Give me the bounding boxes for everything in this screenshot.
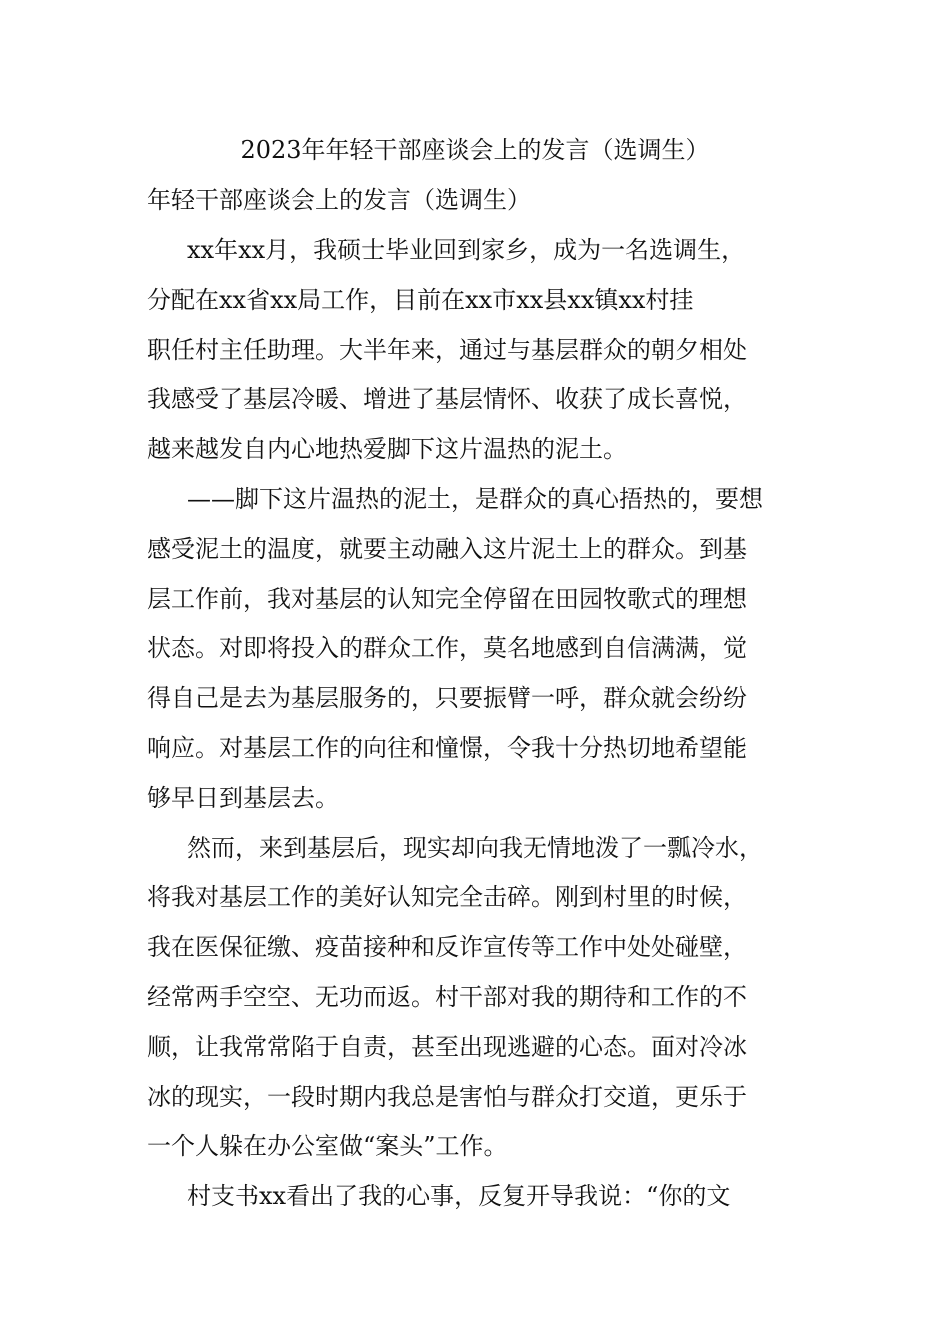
text-line: 村支书xx看出了我的心事，反复开导我说：“你的文: [187, 1182, 731, 1211]
text-line: 我感受了基层冷暖、增进了基层情怀、收获了成长喜悦，: [147, 385, 747, 414]
document-subtitle: 年轻干部座谈会上的发言（选调生）: [147, 186, 531, 214]
text-line: 层工作前，我对基层的认知完全停留在田园牧歌式的理想: [147, 584, 747, 613]
document-title: 2023年年轻干部座谈会上的发言（选调生）: [240, 136, 710, 164]
text-line: 职任村主任助理。大半年来，通过与基层群众的朝夕相处: [147, 335, 747, 364]
text-line: xx年xx月，我硕士毕业回到家乡，成为一名选调生，: [187, 236, 746, 264]
text-line: 越来越发自内心地热爱脚下这片温热的泥土。: [147, 435, 627, 464]
text-line: 响应。对基层工作的向往和憧憬，令我十分热切地希望能: [147, 733, 747, 762]
text-line: 感受泥土的温度，就要主动融入这片泥土上的群众。到基: [147, 534, 747, 563]
text-line: 分配在xx省xx局工作，目前在xx市xx县xx镇xx村挂: [147, 285, 694, 314]
text-line: ——脚下这片温热的泥土，是群众的真心捂热的，要想: [187, 484, 763, 513]
document-body: [147, 226, 807, 1222]
text-line: 经常两手空空、无功而返。村干部对我的期待和工作的不: [147, 982, 747, 1011]
text-line: 够早日到基层去。: [147, 783, 339, 812]
text-line: 一个人躲在办公室做“案头”工作。: [147, 1132, 508, 1161]
text-line: 状态。对即将投入的群众工作，莫名地感到自信满满，觉: [147, 634, 747, 663]
text-line: 顺，让我常常陷于自责，甚至出现逃避的心态。面对冷冰: [147, 1032, 747, 1061]
text-line: 得自己是去为基层服务的，只要振臂一呼，群众就会纷纷: [147, 684, 747, 713]
text-line: 冰的现实，一段时期内我总是害怕与群众打交道，更乐于: [147, 1082, 747, 1111]
text-line: 我在医保征缴、疫苗接种和反诈宣传等工作中处处碰壁，: [147, 933, 747, 962]
text-line: 将我对基层工作的美好认知完全击碎。刚到村里的时候，: [147, 883, 747, 912]
text-line: 然而，来到基层后，现实却向我无情地泼了一瓢冷水，: [187, 833, 763, 862]
